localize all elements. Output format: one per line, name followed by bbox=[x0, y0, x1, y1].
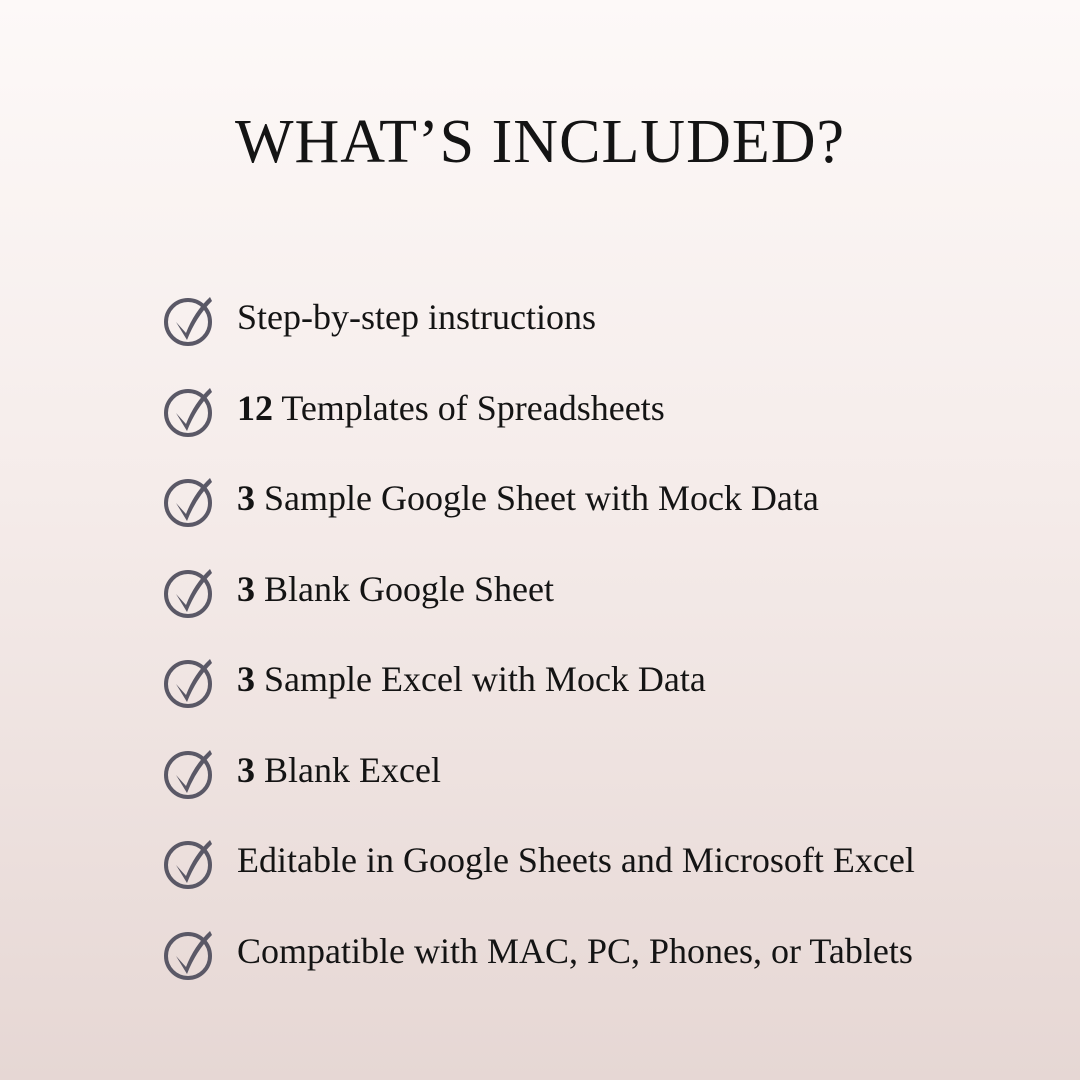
item-label: Sample Excel with Mock Data bbox=[255, 659, 706, 699]
item-number: 12 bbox=[237, 387, 273, 428]
item-label: Blank Google Sheet bbox=[255, 568, 554, 609]
check-circle-icon bbox=[163, 835, 215, 891]
check-circle-icon bbox=[163, 745, 215, 801]
item-label: Blank Excel bbox=[255, 749, 441, 790]
item-label: Step-by-step instructions bbox=[237, 297, 596, 337]
list-item-text bbox=[237, 290, 596, 344]
list-item bbox=[163, 652, 1023, 743]
list-item-text bbox=[237, 471, 819, 525]
item-label: Sample Google Sheet with Mock Data bbox=[255, 478, 819, 518]
item-label: Editable in Google Sheets and Microsoft Excel bbox=[237, 840, 915, 880]
item-label: Templates of Spreadsheets bbox=[273, 387, 665, 428]
item-number: 3 bbox=[237, 749, 255, 790]
item-number: 3 bbox=[237, 478, 255, 518]
page-title: WHAT’S INCLUDED? bbox=[234, 108, 846, 176]
check-circle-icon bbox=[163, 654, 215, 710]
list-item-text bbox=[237, 833, 915, 887]
list-item bbox=[163, 833, 1023, 924]
check-circle-icon bbox=[163, 473, 215, 529]
list-item bbox=[163, 471, 1023, 562]
list-item bbox=[163, 290, 1023, 381]
list-item-text bbox=[237, 652, 706, 706]
list-item-text bbox=[237, 924, 913, 978]
item-number: 3 bbox=[237, 568, 255, 609]
list-item-text bbox=[237, 562, 554, 616]
list-item-text bbox=[237, 743, 441, 797]
included-list bbox=[163, 290, 1023, 1014]
check-circle-icon bbox=[163, 292, 215, 348]
list-item bbox=[163, 562, 1023, 653]
item-number: 3 bbox=[237, 659, 255, 699]
list-item bbox=[163, 924, 1023, 1015]
check-circle-icon bbox=[163, 564, 215, 620]
list-item bbox=[163, 381, 1023, 472]
list-item-text bbox=[237, 381, 665, 435]
check-circle-icon bbox=[163, 926, 215, 982]
item-label: Compatible with MAC, PC, Phones, or Tablets bbox=[237, 930, 913, 971]
list-item bbox=[163, 743, 1023, 834]
check-circle-icon bbox=[163, 383, 215, 439]
